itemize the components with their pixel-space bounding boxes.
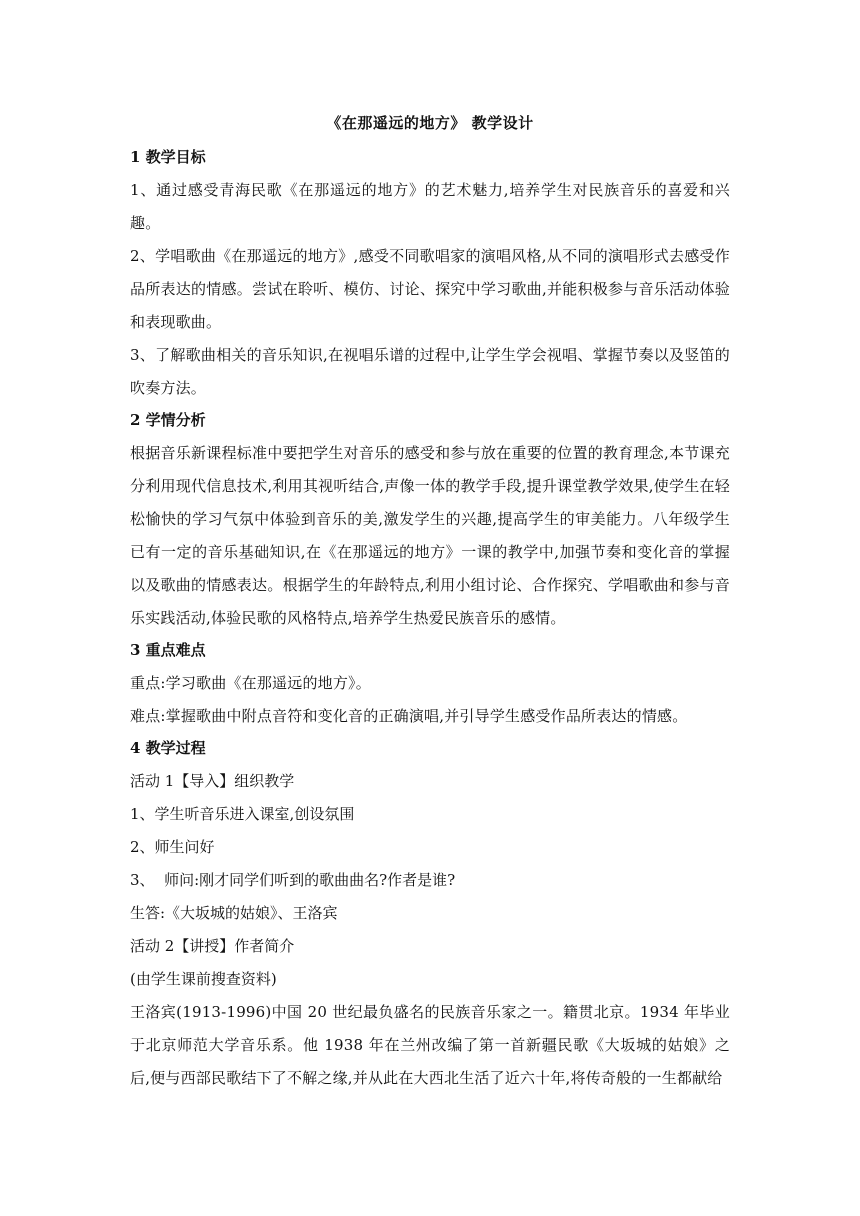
document-body (130, 108, 730, 1095)
section-heading-process: 4 教学过程 (130, 739, 206, 757)
section-heading-objectives: 1 教学目标 (130, 148, 206, 166)
list-item: 3、 师问:刚才同学们听到的歌曲曲名?作者是谁? (130, 871, 456, 889)
paragraph: 重点:学习歌曲《在那遥远的地方》。 (130, 674, 371, 692)
paragraph: 王洛宾(1913-1996)中国 20 世纪最负盛名的民族音乐家之一。籍贯北京。1934 年毕业于北京师范大学音乐系。他 1938 年在兰州改编了第一首新疆民歌《大坂城的姑娘》之后,便与西部民歌结下了不解之缘,并从此在大西北生活了近六十年,将传奇般的一生都献给 (130, 1003, 730, 1087)
note-line: (由学生课前搜查资料) (130, 970, 277, 988)
list-item: 2、师生问好 (130, 838, 215, 856)
paragraph: 1、通过感受青海民歌《在那遥远的地方》的艺术魅力,培养学生对民族音乐的喜爱和兴趣。 (130, 181, 730, 232)
activity-line: 活动 1【导入】组织教学 (130, 772, 295, 790)
activity-line: 活动 2【讲授】作者简介 (130, 937, 295, 955)
paragraph: 3、了解歌曲相关的音乐知识,在视唱乐谱的过程中,让学生学会视唱、掌握节奏以及竖笛的吹奏方法。 (130, 346, 730, 397)
paragraph: 根据音乐新课程标准中要把学生对音乐的感受和参与放在重要的位置的教育理念,本节课充分利用现代信息技术,利用其视听结合,声像一体的教学手段,提升课堂教学效果,使学生在轻松愉快的学习气氛中体验到音乐的美,激发学生的兴趣,提高学生的审美能力。八年级学生已有一定的音乐基础知识,在《在那遥远的地方》一课的教学中,加强节奏和变化音的掌握以及歌曲的情感表达。根据学生的年龄特点,利用小组讨论、合作探究、学唱歌曲和参与音乐实践活动,体验民歌的风格特点,培养学生热爱民族音乐的感情。 (130, 444, 730, 627)
paragraph: 难点:掌握歌曲中附点音符和变化音的正确演唱,并引导学生感受作品所表达的情感。 (130, 707, 688, 725)
section-heading-analysis: 2 学情分析 (130, 411, 206, 429)
paragraph: 2、学唱歌曲《在那遥远的地方》,感受不同歌唱家的演唱风格,从不同的演唱形式去感受作品所表达的情感。尝试在聆听、模仿、讨论、探究中学习歌曲,并能积极参与音乐活动体验和表现歌曲。 (130, 247, 730, 331)
list-item: 1、学生听音乐进入课室,创设氛围 (130, 805, 355, 823)
document-title: 《在那遥远的地方》 教学设计 (326, 114, 534, 132)
section-heading-key-points: 3 重点难点 (130, 641, 206, 659)
student-answer: 生答:《大坂城的姑娘》、王洛宾 (130, 904, 338, 922)
